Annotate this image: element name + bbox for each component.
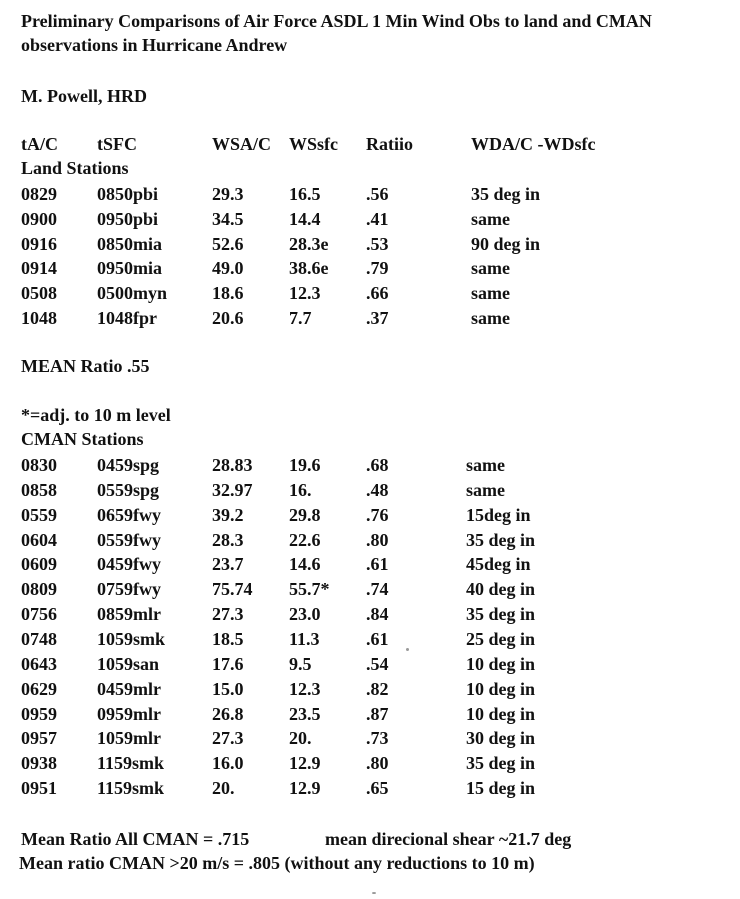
title-line-2: observations in Hurricane Andrew (21, 35, 288, 55)
cell-time-ac: 0756 (21, 604, 57, 625)
cell-ratio: .61 (366, 554, 389, 575)
table-row (0, 479, 740, 501)
cell-wind-speed-sfc: 14.6 (289, 554, 321, 575)
table-row (0, 703, 740, 725)
cell-ratio: .53 (366, 233, 389, 254)
cell-wind-speed-sfc: 12.3 (289, 283, 321, 304)
cell-direction-diff: 35 deg in (466, 529, 536, 550)
cell-direction-diff: 90 deg in (471, 233, 541, 254)
cell-time-sfc: 0759fwy (97, 579, 161, 600)
cell-time-ac: 0643 (21, 653, 57, 674)
cell-wind-speed-ac: 16.0 (212, 753, 244, 774)
table-row (0, 628, 740, 650)
summary-mean-ratio: Mean Ratio All CMAN = .715 (21, 829, 250, 849)
cell-time-ac: 0604 (21, 529, 57, 550)
cell-direction-diff: 10 deg in (466, 703, 536, 724)
land-mean-ratio: MEAN Ratio .55 (21, 356, 150, 376)
cell-direction-diff: same (471, 208, 510, 229)
cell-wind-speed-ac: 52.6 (212, 233, 244, 254)
table-row (0, 678, 740, 700)
cell-direction-diff: 35 deg in (466, 604, 536, 625)
table-row (0, 752, 740, 774)
cell-wind-speed-sfc: 9.5 (289, 653, 312, 674)
cell-time-sfc: 0559fwy (97, 529, 161, 550)
land-stations-heading: Land Stations (21, 158, 129, 178)
scan-speck (372, 892, 376, 894)
cell-ratio: .80 (366, 753, 389, 774)
table-row (0, 504, 740, 526)
cell-time-sfc: 0850mia (97, 233, 162, 254)
table-row (0, 257, 740, 279)
cell-direction-diff: 15deg in (466, 504, 531, 525)
cell-wind-speed-ac: 49.0 (212, 258, 244, 279)
header-tsfc: tSFC (97, 134, 137, 154)
cell-wind-speed-sfc: 38.6e (289, 258, 329, 279)
header-ws-sfc: WSsfc (289, 134, 338, 154)
cell-time-ac: 0559 (21, 504, 57, 525)
cell-ratio: .82 (366, 678, 389, 699)
cell-time-sfc: 0559spg (97, 479, 160, 500)
cell-direction-diff: same (466, 479, 505, 500)
cell-wind-speed-ac: 23.7 (212, 554, 244, 575)
title-line-1: Preliminary Comparisons of Air Force ASDL 1 Min Wind Obs to land and CMAN (21, 11, 652, 31)
cell-wind-speed-sfc: 12.3 (289, 678, 321, 699)
cell-time-sfc: 0850pbi (97, 184, 159, 204)
table-row (0, 578, 740, 600)
cell-time-ac: 0508 (21, 283, 57, 304)
cell-time-ac: 0951 (21, 778, 57, 799)
cell-ratio: .65 (366, 778, 389, 799)
cell-time-sfc: 0659fwy (97, 504, 161, 525)
cell-time-sfc: 1059mlr (97, 728, 161, 749)
cell-ratio: .79 (366, 258, 389, 279)
table-row (0, 454, 740, 476)
cell-wind-speed-ac: 75.74 (212, 579, 253, 600)
cell-time-ac: 0830 (21, 455, 57, 475)
cell-direction-diff: same (466, 455, 505, 475)
cell-wind-speed-ac: 15.0 (212, 678, 244, 699)
cell-time-ac: 0957 (21, 728, 57, 749)
cell-time-ac: 0959 (21, 703, 57, 724)
cell-time-sfc: 0500myn (97, 283, 168, 304)
cell-time-sfc: 1159smk (97, 753, 165, 774)
scan-speck (406, 648, 409, 651)
cell-wind-speed-ac: 26.8 (212, 703, 244, 724)
cell-direction-diff: 35 deg in (466, 753, 536, 774)
cell-time-sfc: 1059san (97, 653, 160, 674)
cell-ratio: .61 (366, 628, 389, 649)
cell-time-sfc: 0459mlr (97, 678, 161, 699)
cell-wind-speed-sfc: 11.3 (289, 628, 320, 649)
cell-ratio: .68 (366, 455, 389, 475)
cell-direction-diff: same (471, 283, 510, 304)
cell-direction-diff: 10 deg in (466, 678, 536, 699)
cell-ratio: .66 (366, 283, 389, 304)
table-row (0, 553, 740, 575)
cell-wind-speed-sfc: 12.9 (289, 753, 321, 774)
cell-wind-speed-sfc: 22.6 (289, 529, 321, 550)
cell-time-ac: 0938 (21, 753, 57, 774)
cell-wind-speed-ac: 27.3 (212, 728, 244, 749)
cell-direction-diff: same (471, 258, 510, 279)
table-row (0, 653, 740, 675)
cell-wind-speed-ac: 29.3 (212, 184, 244, 204)
cell-direction-diff: same (471, 308, 510, 328)
table-row (0, 233, 740, 255)
summary-mean-ratio-over-20: Mean ratio CMAN >20 m/s = .805 (without any reductions to 10 m) (19, 853, 535, 873)
cell-wind-speed-sfc: 23.5 (289, 703, 321, 724)
cell-time-ac: 0916 (21, 233, 57, 254)
cell-ratio: .48 (366, 479, 389, 500)
cell-ratio: .84 (366, 604, 389, 625)
table-row (0, 282, 740, 304)
cell-direction-diff: 35 deg in (471, 184, 541, 204)
cell-time-sfc: 0859mlr (97, 604, 161, 625)
cell-time-sfc: 1048fpr (97, 308, 157, 328)
cell-wind-speed-ac: 28.83 (212, 455, 253, 475)
adjustment-note: *=adj. to 10 m level (21, 405, 171, 425)
header-wd-diff: WDA/C -WDsfc (471, 134, 596, 154)
cell-wind-speed-sfc: 23.0 (289, 604, 321, 625)
table-row (0, 307, 740, 329)
cell-time-ac: 0858 (21, 479, 57, 500)
cell-time-sfc: 0459fwy (97, 554, 161, 575)
column-header-row (0, 133, 740, 155)
cell-ratio: .37 (366, 308, 389, 328)
cell-time-sfc: 1159smk (97, 778, 165, 799)
cell-wind-speed-sfc: 7.7 (289, 308, 312, 328)
cell-wind-speed-sfc: 12.9 (289, 778, 321, 799)
cell-direction-diff: 40 deg in (466, 579, 536, 600)
cell-wind-speed-ac: 18.6 (212, 283, 244, 304)
cell-ratio: .56 (366, 184, 389, 204)
header-ta-c: tA/C (21, 134, 58, 154)
cell-wind-speed-sfc: 20. (289, 728, 312, 749)
table-row (0, 183, 740, 205)
table-row (0, 603, 740, 625)
cell-time-sfc: 0950pbi (97, 208, 159, 229)
cell-wind-speed-sfc: 16. (289, 479, 312, 500)
cell-wind-speed-ac: 27.3 (212, 604, 244, 625)
table-row (0, 208, 740, 230)
cell-time-ac: 0900 (21, 208, 57, 229)
cell-wind-speed-sfc: 55.7* (289, 579, 330, 600)
table-row (0, 727, 740, 749)
cell-time-ac: 1048 (21, 308, 57, 328)
cell-wind-speed-ac: 20. (212, 778, 235, 799)
cell-wind-speed-ac: 18.5 (212, 628, 244, 649)
cell-wind-speed-sfc: 29.8 (289, 504, 321, 525)
cell-wind-speed-ac: 32.97 (212, 479, 253, 500)
cell-ratio: .41 (366, 208, 389, 229)
cell-direction-diff: 15 deg in (466, 778, 536, 799)
header-ratio: Ratiio (366, 134, 413, 154)
cell-wind-speed-ac: 20.6 (212, 308, 244, 328)
cell-time-ac: 0914 (21, 258, 57, 279)
cell-direction-diff: 30 deg in (466, 728, 536, 749)
author-line: M. Powell, HRD (21, 86, 147, 106)
cell-time-sfc: 0950mia (97, 258, 162, 279)
cell-ratio: .74 (366, 579, 389, 600)
cell-wind-speed-ac: 34.5 (212, 208, 244, 229)
cell-direction-diff: 25 deg in (466, 628, 536, 649)
cell-time-ac: 0609 (21, 554, 57, 575)
cell-wind-speed-ac: 28.3 (212, 529, 244, 550)
cell-time-ac: 0629 (21, 678, 57, 699)
cell-time-ac: 0809 (21, 579, 57, 600)
summary-directional-shear: mean direcional shear ~21.7 deg (325, 829, 572, 849)
cell-ratio: .54 (366, 653, 389, 674)
cell-ratio: .73 (366, 728, 389, 749)
table-row (0, 777, 740, 799)
cell-ratio: .76 (366, 504, 389, 525)
cell-wind-speed-ac: 17.6 (212, 653, 244, 674)
cell-wind-speed-sfc: 19.6 (289, 455, 321, 475)
cman-stations-heading: CMAN Stations (21, 429, 144, 449)
header-ws-ac: WSA/C (212, 134, 272, 154)
cell-wind-speed-sfc: 14.4 (289, 208, 321, 229)
cell-wind-speed-ac: 39.2 (212, 504, 244, 525)
cell-ratio: .87 (366, 703, 389, 724)
cell-time-ac: 0748 (21, 628, 57, 649)
cell-direction-diff: 45deg in (466, 554, 531, 575)
cell-direction-diff: 10 deg in (466, 653, 536, 674)
cell-wind-speed-sfc: 16.5 (289, 184, 321, 204)
cell-time-ac: 0829 (21, 184, 57, 204)
cell-time-sfc: 0959mlr (97, 703, 161, 724)
cell-time-sfc: 0459spg (97, 455, 160, 475)
cell-time-sfc: 1059smk (97, 628, 166, 649)
cell-ratio: .80 (366, 529, 389, 550)
table-row (0, 529, 740, 551)
cell-wind-speed-sfc: 28.3e (289, 233, 329, 254)
